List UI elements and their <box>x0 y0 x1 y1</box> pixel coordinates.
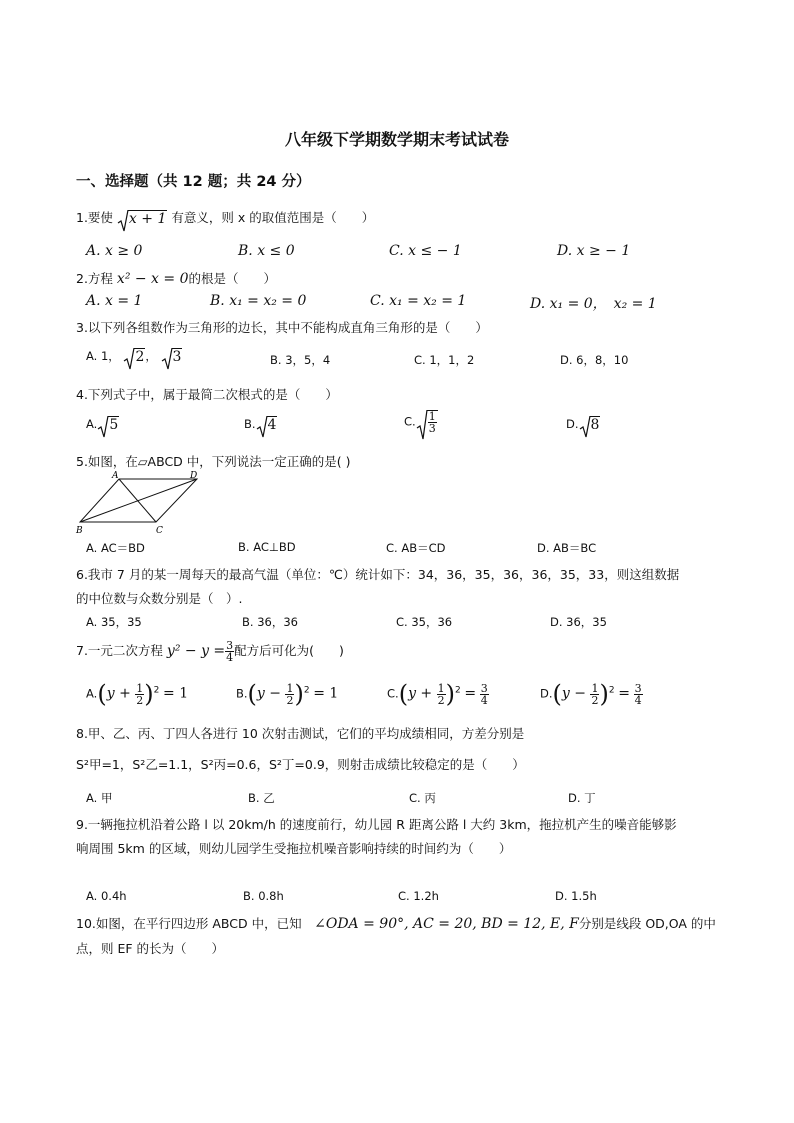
q1-option-b[interactable]: B. x ≤ 0 <box>238 243 295 259</box>
q7-option-c[interactable]: C.(y + $\frac{1}{2}$ )$^2$ = $\frac{3}{4}$ <box>387 680 488 708</box>
question-8-line-2: S²甲=1，S²乙=1.1，S²丙=0.6，S²丁=0.9，则射击成绩比较稳定的是（ ） <box>76 757 525 772</box>
q6-option-b[interactable]: B. 36，36 <box>242 615 298 629</box>
q1-option-c[interactable]: C. x ≤ − 1 <box>389 243 462 259</box>
question-1-stem: 1.要使 x + 1 有意义，则 x 的取值范围是（ ） <box>76 208 374 227</box>
q1-option-d[interactable]: D. x ≥ − 1 <box>557 243 631 259</box>
question-3-stem: 3.以下列各组数作为三角形的边长，其中不能构成直角三角形的是（ ） <box>76 320 488 335</box>
question-7-stem: 7.一元二次方程 y² − y = $\frac{3}{4}$ 配方后可化为( ) <box>76 639 344 664</box>
q9-option-d[interactable]: D. 1.5h <box>555 889 597 903</box>
q9-option-a[interactable]: A. 0.4h <box>86 889 127 903</box>
page-title: 八年级下学期数学期末考试试卷 <box>284 130 509 149</box>
q6-option-c[interactable]: C. 35，36 <box>396 615 453 629</box>
parallelogram-figure <box>72 470 208 538</box>
question-8-line-1: 8.甲、乙、丙、丁四人各进行 10 次射击测试，它们的平均成绩相同，方差分别是 <box>76 726 525 741</box>
question-9-line-2: 响周围 5km 的区域，则幼儿园学生受拖拉机噪音影响持续的时间约为（ ） <box>76 841 512 856</box>
q4-option-c[interactable]: C. $\frac{1}{3}$ <box>404 410 438 434</box>
question-5-stem: 5.如图，在▱ABCD 中，下列说法一定正确的是( ) <box>76 454 351 469</box>
q5-option-b[interactable]: B. AC⊥BD <box>238 540 296 554</box>
vertex-a-label: A <box>112 471 119 481</box>
q8-option-c[interactable]: C. 丙 <box>409 791 436 805</box>
question-4-stem: 4.下列式子中，属于最简二次根式的是（ ） <box>76 387 338 402</box>
q5-option-c[interactable]: C. AB＝CD <box>386 541 446 555</box>
q8-option-b[interactable]: B. 乙 <box>248 791 275 805</box>
q8-option-a[interactable]: A. 甲 <box>86 791 113 805</box>
q2-option-d[interactable]: D. x₁ = 0， x₂ = 1 <box>530 296 657 312</box>
q9-option-b[interactable]: B. 0.8h <box>243 889 284 903</box>
question-6-line-1: 6.我市 7 月的某一周每天的最高气温（单位：℃）统计如下：34，36，35，36，36，35，33，则这组数据 <box>76 567 680 582</box>
q7-option-a[interactable]: A.(y + $\frac{1}{2}$ )$^2$ = 1 <box>86 680 189 708</box>
q7-option-d[interactable]: D.(y − $\frac{1}{2}$ )$^2$ = $\frac{3}{4}$ <box>540 680 642 708</box>
q3-option-b[interactable]: B. 3，5，4 <box>270 353 331 367</box>
q3-option-c[interactable]: C. 1，1，2 <box>414 353 475 367</box>
section-heading: 一、选择题（共 12 题；共 24 分） <box>76 174 311 190</box>
question-10-line-2: 点，则 EF 的长为（ ） <box>76 941 225 956</box>
q8-option-d[interactable]: D. 丁 <box>568 791 596 805</box>
q2-option-a[interactable]: A. x = 1 <box>86 293 143 309</box>
q2-option-b[interactable]: B. x₁ = x₂ = 0 <box>210 293 307 309</box>
vertex-d-label: D <box>190 471 198 481</box>
q9-option-c[interactable]: C. 1.2h <box>398 889 439 903</box>
question-6-line-2: 的中位数与众数分别是（ ）. <box>76 591 243 606</box>
q4-option-d[interactable]: D. 8 <box>566 416 600 433</box>
q1-option-a[interactable]: A. x ≥ 0 <box>86 243 143 259</box>
q6-option-a[interactable]: A. 35，35 <box>86 615 142 629</box>
vertex-b-label: B <box>76 526 83 536</box>
sqrt-expression: x + 1 <box>117 210 167 227</box>
question-2-stem: 2.方程 x² − x = 0的根是（ ） <box>76 271 277 287</box>
q7-option-b[interactable]: B.(y − $\frac{1}{2}$ )$^2$ = 1 <box>236 680 339 708</box>
q3-option-d[interactable]: D. 6，8，10 <box>560 353 629 367</box>
q4-option-b[interactable]: B. 4 <box>244 416 277 433</box>
vertex-c-label: C <box>156 526 163 536</box>
question-9-line-1: 9.一辆拖拉机沿着公路 l 以 20km/h 的速度前行，幼儿园 R 距离公路 l 大约 3km，拖拉机产生的噪音能够影 <box>76 817 677 832</box>
q6-option-d[interactable]: D. 36，35 <box>550 615 607 629</box>
question-10-line-1: 10.如图，在平行四边形 ABCD 中，已知 ∠ODA = 90°, AC = 20, BD = 12, E, F分别是线段 OD,OA 的中 <box>76 916 716 932</box>
q3-option-a[interactable]: A. 1， 2， 3 <box>86 348 182 365</box>
q5-option-a[interactable]: A. AC＝BD <box>86 541 145 555</box>
q4-option-a[interactable]: A. 5 <box>86 416 119 433</box>
q2-option-c[interactable]: C. x₁ = x₂ = 1 <box>370 293 467 309</box>
q5-option-d[interactable]: D. AB＝BC <box>537 541 597 555</box>
